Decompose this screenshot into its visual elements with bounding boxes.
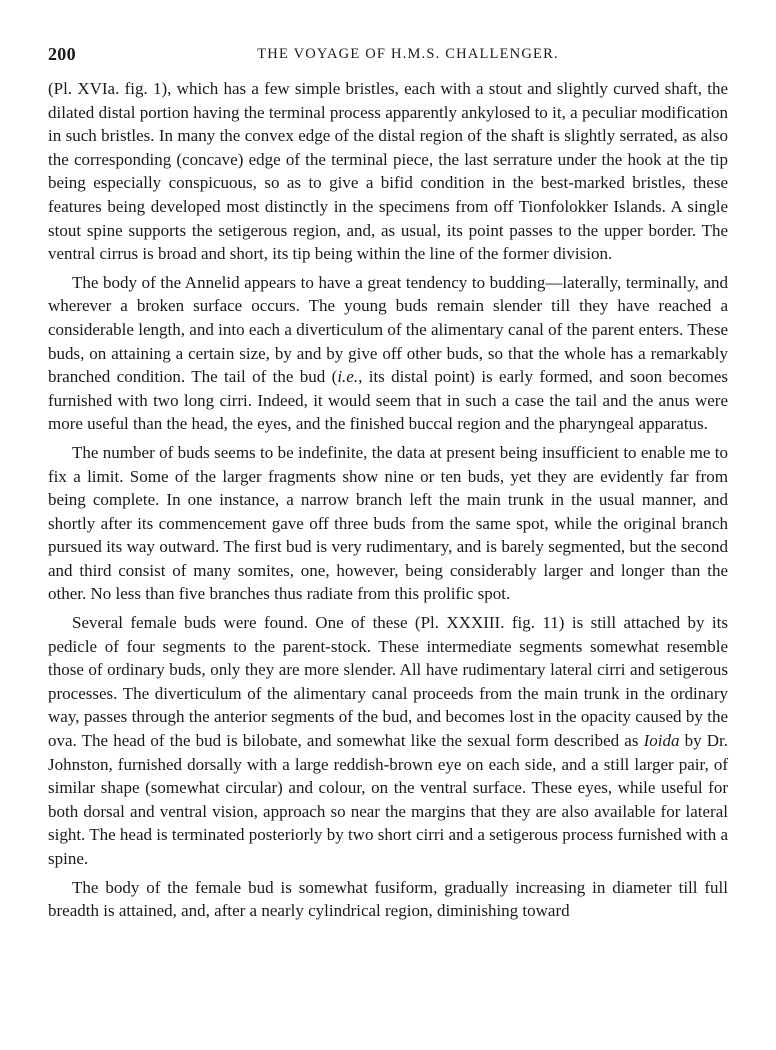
paragraph xyxy=(48,77,728,266)
body-text xyxy=(48,77,728,928)
running-title: THE VOYAGE OF H.M.S. CHALLENGER. xyxy=(257,46,559,62)
text-run: (Pl. XVIa. fig. 1), which has a few simple bristles, each with a stout and slightly curved shaft, the dilated distal portion having the terminal process apparently ankylosed to it, a peculiar modification in such bristles. In many the convex edge of the distal region of the shaft is slightly serrated, as also the corresponding (concave) edge of the terminal piece, the last serrature under the hook at the tip being especially conspicuous, so as to give a bifid condition in the best-marked bristles, these features being developed most distinctly in the specimens from off Tionfolokker Islands. A single stout spine supports the setigerous region, and, as usual, its point passes to the upper border. The ventral cirrus is broad and short, its tip being within the line of the former division. xyxy=(48,79,728,264)
text-run: The number of buds seems to be indefinite, the data at present being insufficient to enable me to fix a limit. Some of the larger fragments show nine or ten buds, yet they are evidently far from being complete. In one instance, a narrow branch left the main trunk in the usual manner, and shortly after its commencement gave off three buds from the same spot, while the original branch pursued its way outward. The first bud is very rudimentary, and is barely segmented, but the second and third consist of many somites, one, however, being considerably larger and longer than the other. No less than five branches thus radiate from this prolific spot. xyxy=(48,442,728,604)
paragraph xyxy=(48,271,728,436)
page-number: 200 xyxy=(48,44,76,64)
text-run: The body of the Annelid appears to have a great tendency to budding—laterally, terminally, and wherever a broken surface occurs. The young buds remain slender till they have reached a considerable length, and into each a diverticulum of the alimentary canal of the parent enters. These buds, on attaining a certain size, by and by give off other buds, so that the whole has a remarkably branched condition. The tail of the bud ( xyxy=(48,272,728,387)
paragraph xyxy=(48,441,728,606)
text-run: by Dr. Johnston, furnished dorsally with a large reddish-brown eye on each side, and a still larger pair, of similar shape (somewhat circular) and colour, on the ventral surface. These eyes, while useful for both dorsal and ventral vision, approach so near the margins that they are also available for lateral sight. The head is terminated posteriorly by two short cirri and a setigerous process furnished with a spine. xyxy=(48,731,729,868)
text-run: The body of the female bud is somewhat fusiform, gradually increasing in diameter till full breadth is attained, and, after a nearly cylindrical region, diminishing toward xyxy=(48,877,728,921)
italic-text: i.e. xyxy=(337,367,359,387)
text-run: , its distal point) is early formed, and soon becomes furnished with two long cirri. Indeed, it would seem that in such a case the tail and the anus were more useful than the head, the eyes, and the finished buccal region and the pharyngeal apparatus. xyxy=(48,367,728,434)
running-head xyxy=(48,44,728,68)
paragraph xyxy=(48,611,728,871)
text-run: Several female buds were found. One of these (Pl. XXXIII. fig. 11) is still attached by its pedicle of four segments to the parent-stock. These intermediate segments somewhat resemble those of ordinary buds, only they are more slender. All have rudimentary lateral cirri and setigerous processes. The diverticulum of the alimentary canal proceeds from the main trunk in the ordinary way, passes through the anterior segments of the bud, and becomes lost in the opacity caused by the ova. The head of the bud is bilobate, and somewhat like the sexual form described as xyxy=(48,613,728,751)
italic-text: Ioida xyxy=(643,731,680,751)
paragraph xyxy=(48,876,728,923)
